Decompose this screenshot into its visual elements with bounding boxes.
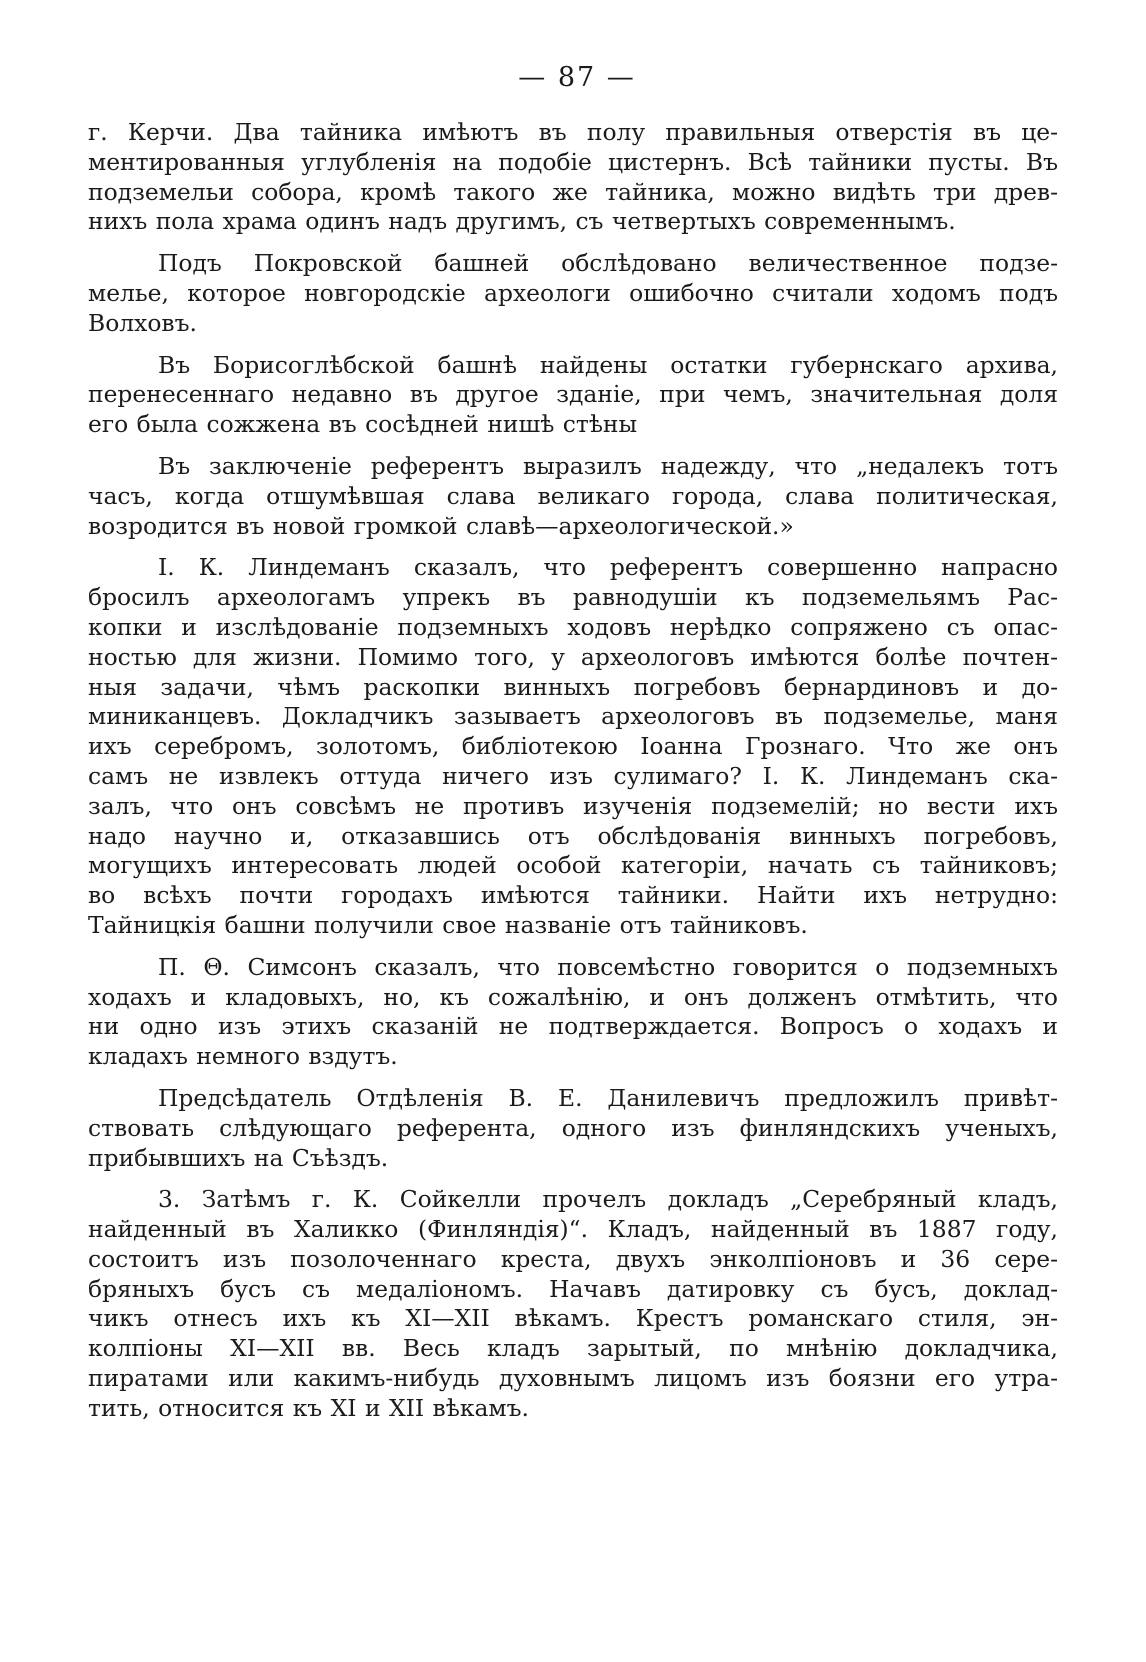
text-line: Волховъ.	[88, 308, 197, 337]
text-line: П. Θ. Симсонъ сказалъ, что повсемѣстно говорится о подземныхъ	[158, 952, 1058, 981]
text-line: г. Керчи. Два тайника имѣютъ въ полу правильныя отверстія въ це-	[88, 118, 1058, 146]
text-line: надо научно и, отказавшись отъ обслѣдованія винныхъ погребовъ,	[88, 821, 1058, 850]
paragraph	[88, 118, 1058, 237]
text-line: ихъ серебромъ, золотомъ, библіотекою Іоанна Грознаго. Что же онъ	[88, 732, 1058, 761]
text-line: подземельи собора, кромѣ такого же тайника, можно видѣть три древ-	[88, 177, 1058, 206]
text-line: Тайницкія башни получили свое названіе отъ тайниковъ.	[88, 910, 808, 939]
text-line: мелье, которое новгородскіе археологи ошибочно считали ходомъ подъ	[88, 278, 1058, 307]
text-line: прибывшихъ на Съѣздъ.	[88, 1143, 389, 1172]
paragraph	[88, 351, 1058, 440]
text-line: I. К. Линдеманъ сказалъ, что референтъ совершенно напрасно	[158, 553, 1058, 582]
text-line: состоитъ изъ позолоченнаго креста, двухъ энколпіоновъ и 36 сере-	[88, 1244, 1058, 1273]
text-line: нихъ пола храма одинъ надъ другимъ, съ четвертыхъ современнымъ.	[88, 207, 956, 236]
text-line: бряныхъ бусъ съ медаліономъ. Начавъ датировку съ бусъ, доклад-	[88, 1274, 1058, 1303]
text-line: возродится въ новой громкой славѣ—археологической.»	[88, 511, 794, 540]
text-line: чикъ отнесъ ихъ къ XI—XII вѣкамъ. Крестъ романскаго стиля, эн-	[88, 1304, 1058, 1333]
page-number: — 87 —	[518, 62, 636, 93]
text-line: могущихъ интересовать людей особой категоріи, начать съ тайниковъ;	[88, 851, 1058, 880]
text-line: тить, относится къ XI и XII вѣкамъ.	[88, 1393, 529, 1422]
text-line: кладахъ немного вздутъ.	[88, 1042, 398, 1071]
text-line: часъ, когда отшумѣвшая слава великаго города, слава политическая,	[88, 481, 1058, 510]
paragraph	[88, 1084, 1058, 1173]
text-line: Въ Борисоглѣбской башнѣ найдены остатки губернскаго архива,	[158, 350, 1058, 379]
text-line: копки и изслѣдованіе подземныхъ ходовъ нерѣдко сопряжено съ опас-	[88, 612, 1058, 641]
text-line: самъ не извлекъ оттуда ничего изъ сулимаго? I. К. Линдеманъ ска-	[88, 761, 1058, 790]
text-line: ностью для жизни. Помимо того, у археологовъ имѣются болѣе почтен-	[88, 642, 1058, 671]
text-line: ствовать слѣдующаго референта, одного изъ финляндскихъ ученыхъ,	[88, 1113, 1058, 1142]
text-line: колпіоны XI—XII вв. Весь кладъ зарытый, по мнѣнію докладчика,	[88, 1334, 1058, 1363]
text-line: ходахъ и кладовыхъ, но, къ сожалѣнію, и онъ долженъ отмѣтить, что	[88, 982, 1058, 1011]
body-text	[88, 118, 1058, 1424]
text-line: 3. Затѣмъ г. К. Сойкелли прочелъ докладъ „Серебряный кладъ,	[158, 1185, 1058, 1214]
paragraph	[88, 553, 1058, 940]
text-line: пиратами или какимъ-нибудь духовнымъ лицомъ изъ боязни его утра-	[88, 1364, 1058, 1393]
text-line: ныя задачи, чѣмъ раскопки винныхъ погребовъ бернардиновъ и до-	[88, 672, 1058, 701]
document-page	[88, 58, 1058, 1424]
paragraph	[88, 953, 1058, 1072]
text-line: ни одно изъ этихъ сказаній не подтверждается. Вопросъ о ходахъ и	[88, 1012, 1058, 1041]
text-line: миниканцевъ. Докладчикъ зазываетъ археологовъ въ подземелье, маня	[88, 702, 1058, 731]
paragraph	[88, 249, 1058, 338]
text-line: залъ, что онъ совсѣмъ не противъ изученія подземелій; но вести ихъ	[88, 791, 1058, 820]
paragraph	[88, 452, 1058, 541]
text-line: его была сожжена въ сосѣдней нишѣ стѣны	[88, 410, 638, 439]
text-line: Въ заключеніе референтъ выразилъ надежду, что „недалекъ тотъ	[158, 451, 1058, 480]
text-line: Предсѣдатель Отдѣленія В. Е. Данилевичъ предложилъ привѣт-	[158, 1083, 1058, 1112]
text-line: бросилъ археологамъ упрекъ въ равнодушіи къ подземельямъ Рас-	[88, 583, 1058, 612]
text-line: во всѣхъ почти городахъ имѣются тайники. Найти ихъ нетрудно:	[88, 881, 1058, 910]
text-line: Подъ Покровской башней обслѣдовано величественное подзе-	[158, 249, 1058, 278]
text-line: найденный въ Халикко (Финляндія)“. Кладъ, найденный въ 1887 году,	[88, 1215, 1058, 1244]
text-line: ментированныя углубленія на подобіе цистернъ. Всѣ тайники пусты. Въ	[88, 147, 1058, 176]
text-line: перенесеннаго недавно въ другое зданіе, при чемъ, значительная доля	[88, 380, 1058, 409]
paragraph	[88, 1185, 1058, 1423]
